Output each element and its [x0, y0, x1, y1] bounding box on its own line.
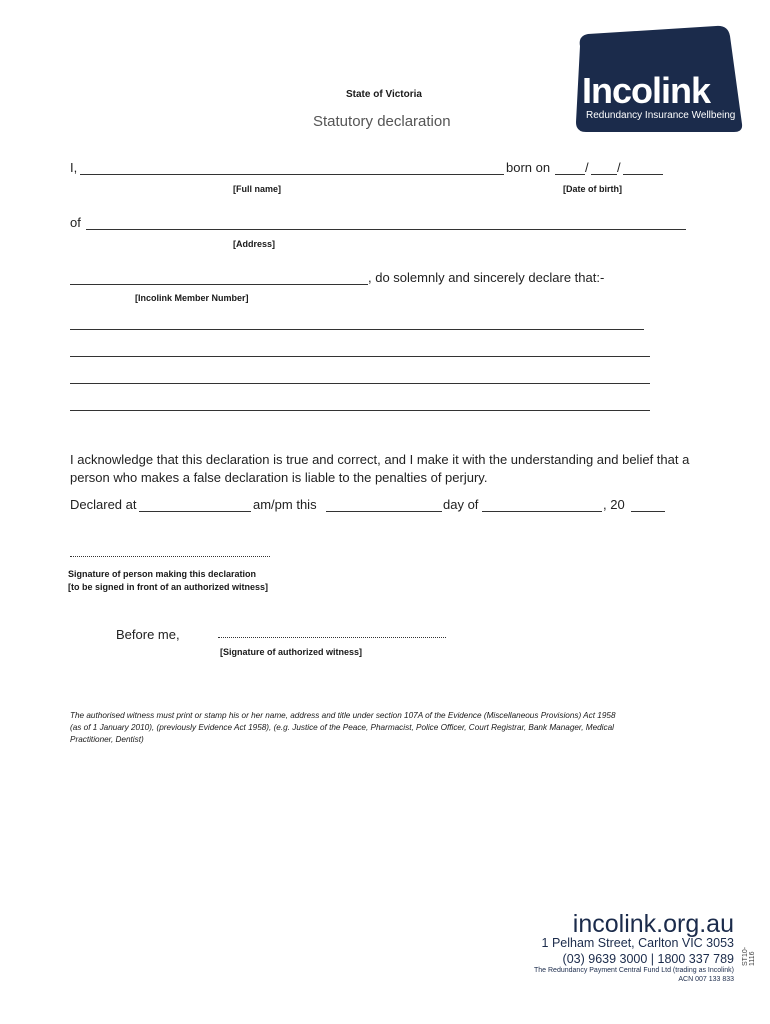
declared-day-field[interactable] [482, 511, 602, 512]
footer-website: incolink.org.au [572, 910, 734, 938]
footer-acn: ACN 007 133 833 [678, 976, 734, 983]
footer-legal-name: The Redundancy Payment Central Fund Ltd (trading as Incolink) [534, 967, 734, 974]
name-prefix: I, [70, 160, 78, 175]
of-prefix: of [70, 215, 81, 230]
witness-note-line-3: Practitioner, Dentist) [70, 735, 144, 744]
declared-at-text: Declared at [70, 497, 137, 512]
witness-note-line-1: The authorised witness must print or stamp his or her name, address and title under section 107A of the Evidence (Miscellaneous Provisions) Act 1958 [70, 711, 616, 720]
witness-signature-field[interactable] [218, 637, 446, 638]
day-of-text: day of [443, 497, 479, 512]
dob-month-field[interactable] [591, 174, 617, 175]
address-label: [Address] [233, 239, 276, 249]
full-name-field[interactable] [80, 174, 504, 175]
acknowledgement-line-1: I acknowledge that this declaration is true and correct, and I make it with the understanding and belief that a [70, 452, 690, 467]
declare-text: , do solemnly and sincerely declare that:- [368, 270, 605, 285]
dob-year-field[interactable] [623, 174, 663, 175]
dob-day-field[interactable] [555, 174, 585, 175]
footer-address: 1 Pelham Street, Carlton VIC 3053 [541, 936, 734, 950]
dob-label: [Date of birth] [563, 184, 622, 194]
declaration-line[interactable] [70, 329, 644, 330]
declaration-line[interactable] [70, 410, 650, 411]
ampm-this-text: am/pm this [253, 497, 317, 512]
logo-wordmark: Incolink [582, 70, 711, 111]
page-title: Statutory declaration [313, 113, 451, 130]
dob-slash: / [585, 160, 589, 175]
declarant-signature-field[interactable] [70, 556, 270, 557]
logo-tagline: Redundancy Insurance Wellbeing [586, 110, 736, 121]
address-field[interactable] [86, 229, 686, 230]
footer-phone: (03) 9639 3000 | 1800 337 789 [562, 952, 734, 966]
member-number-label: [Incolink Member Number] [135, 293, 249, 303]
before-me-text: Before me, [116, 627, 180, 642]
declared-place-field[interactable] [139, 511, 251, 512]
declarant-signature-label: Signature of person making this declaration [68, 569, 257, 579]
full-name-label: [Full name] [233, 184, 282, 194]
declaration-line[interactable] [70, 383, 650, 384]
witness-signature-label: [Signature of authorized witness] [220, 647, 363, 657]
state-heading: State of Victoria [346, 89, 422, 100]
witness-note-line-2: (as of 1 January 2010), (previously Evidence Act 1958), (e.g. Justice of the Peace, Pharmacist, Police Officer, Court Registrar, Bank Manager, Medical [70, 723, 614, 732]
member-number-field[interactable] [70, 284, 368, 285]
year-prefix-text: , 20 [603, 497, 625, 512]
acknowledgement-line-2: person who makes a false declaration is liable to the penalties of perjury. [70, 470, 488, 485]
declaration-line[interactable] [70, 356, 650, 357]
declared-time-field[interactable] [326, 511, 442, 512]
dob-slash: / [617, 160, 621, 175]
declarant-signature-note: [to be signed in front of an authorized witness] [68, 582, 268, 592]
born-on-text: born on [506, 160, 551, 175]
form-code: ST10-1116 [742, 946, 756, 966]
declared-year-field[interactable] [631, 511, 665, 512]
